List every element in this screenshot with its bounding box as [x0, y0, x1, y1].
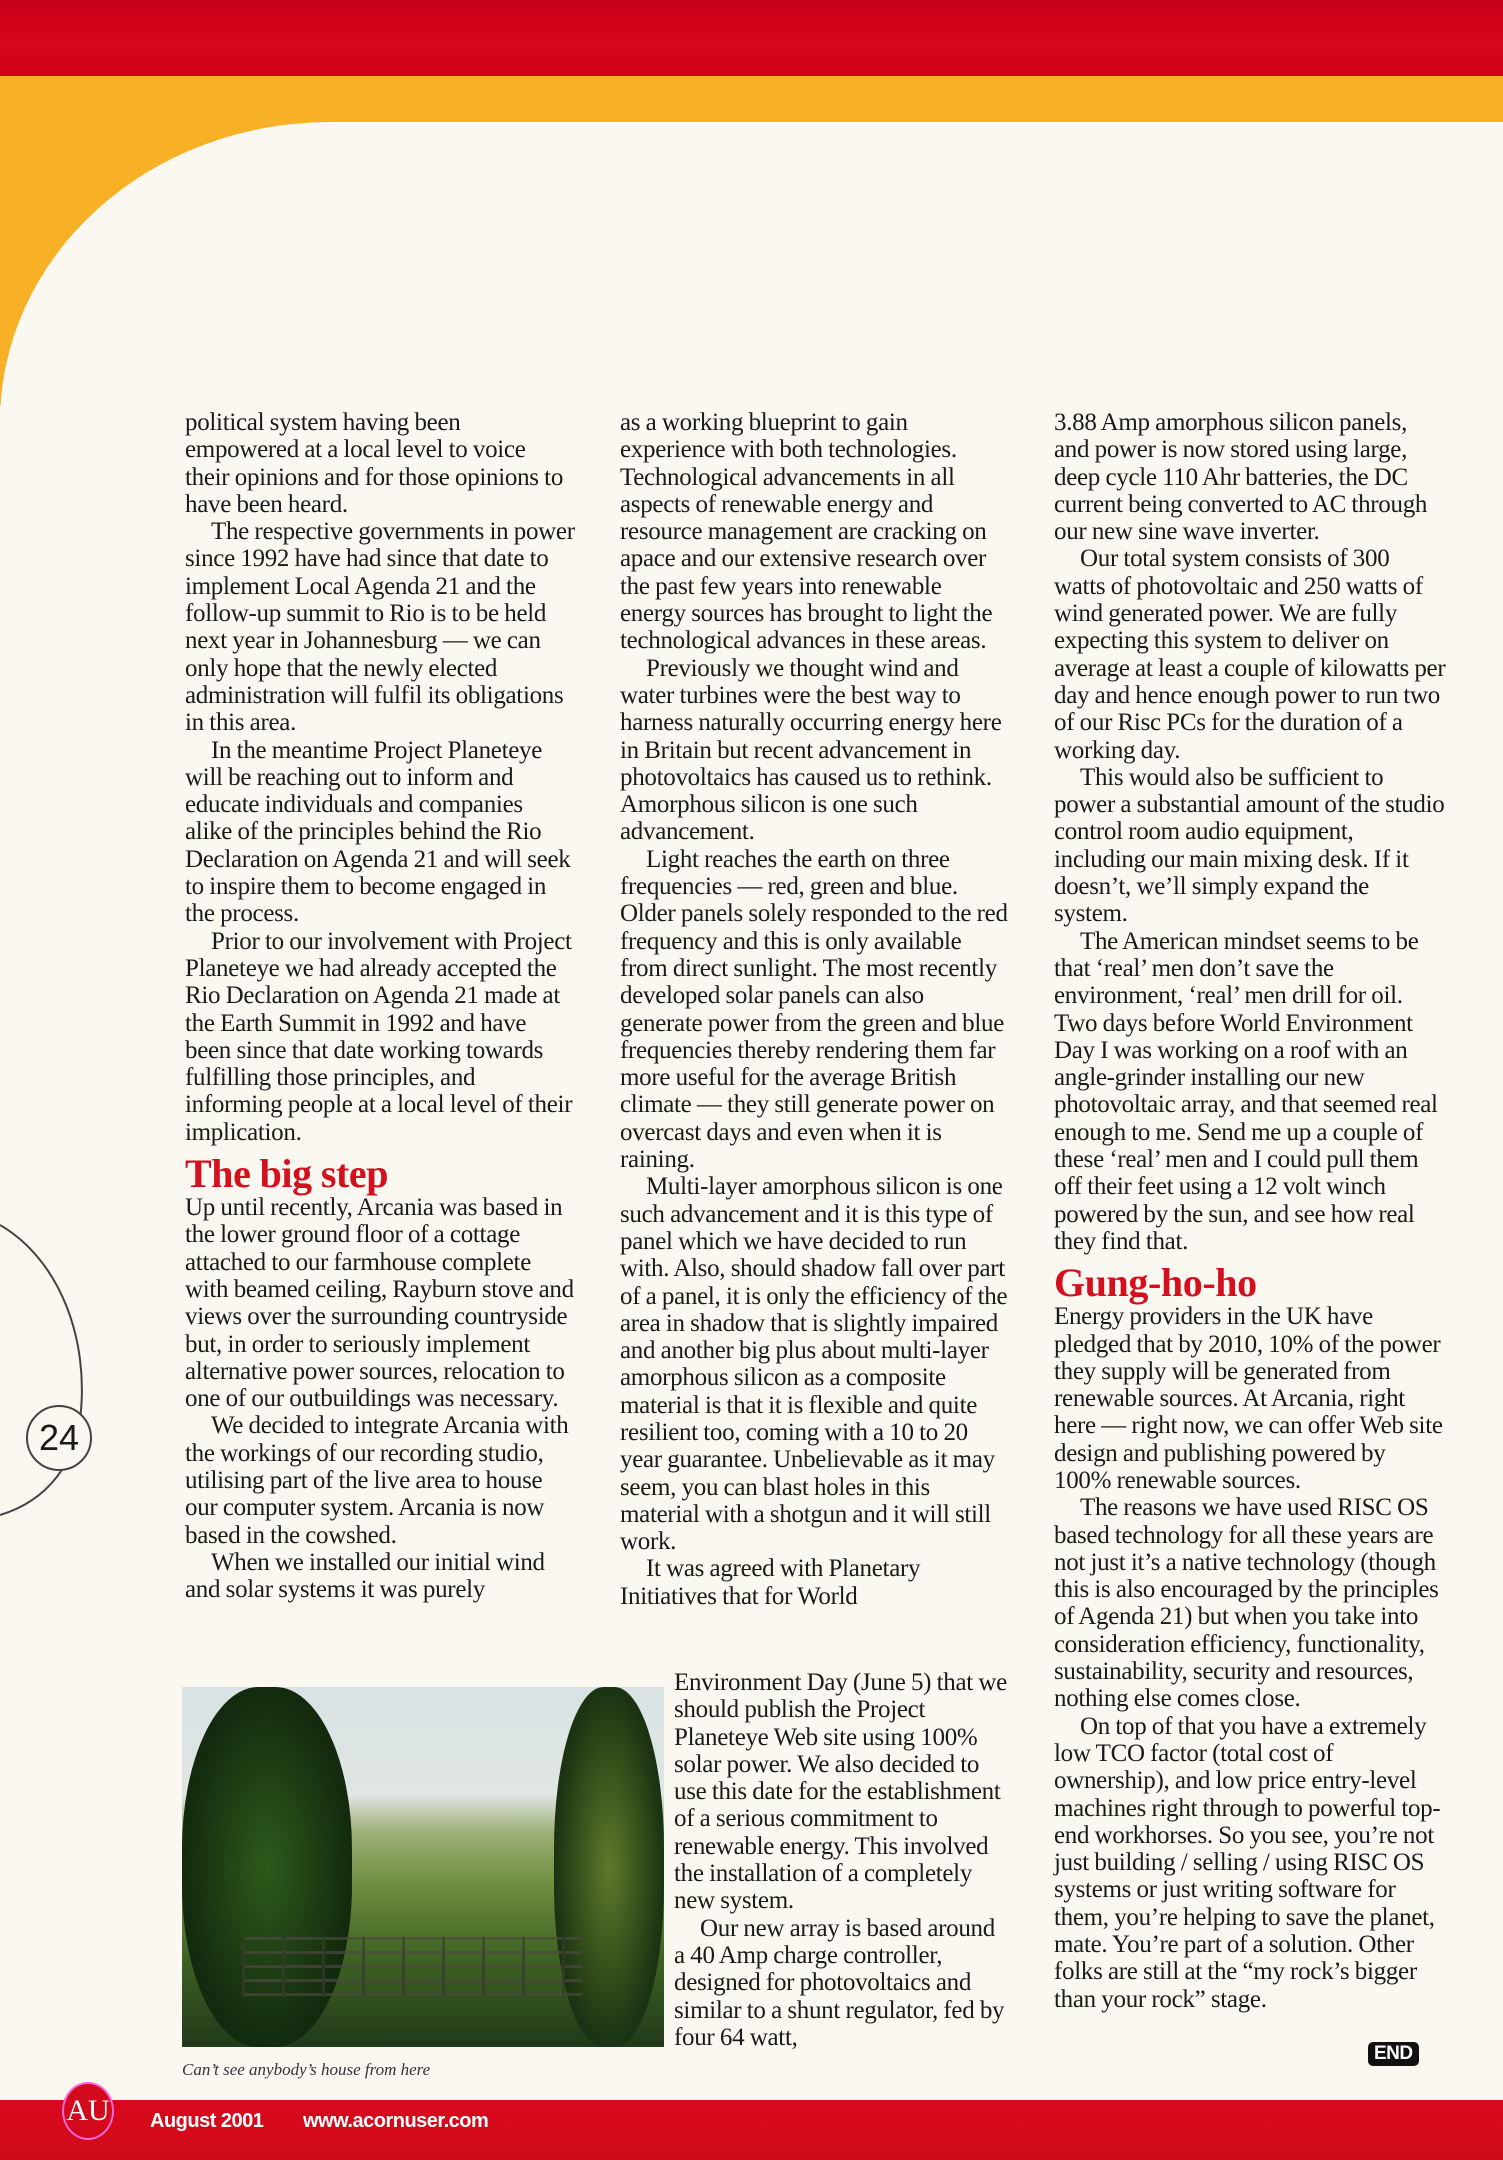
- end-badge: END: [1368, 2042, 1419, 2066]
- paragraph: On top of that you have a extremely low TCO factor (total cost of ownership), and low price entry-level machines right through to powerful top-end workhorses. So you see, you’re not just building / selling / using RISC OS systems or just writing software for them, you’re helping to save the planet, mate. You’re part of a solution. Other folks are still at the “my rock’s bigger than your rock” stage.: [1054, 1712, 1441, 2013]
- paragraph: Energy providers in the UK have pledged that by 2010, 10% of the power they supply will be generated from renewable sources. At Arcania, right here — right now, we can offer Web site design and publishing powered by 100% renewable sources.: [1054, 1303, 1443, 1494]
- paragraph: Our new array is based around a 40 Amp charge controller, designed for photovoltaics and similar to a shunt regulator, fed by four 64 watt,: [674, 1914, 1005, 2051]
- paragraph: The reasons we have used RISC OS based technology for all these years are not just it’s a native technology (though this is also encouraged by the principles of Agenda 21) but when you take into consideration efficiency, functionality, sustainability, security and resources, nothing else comes close.: [1054, 1494, 1439, 1713]
- website-url[interactable]: www.acornuser.com: [303, 2110, 489, 2132]
- paragraph: Environment Day (June 5) that we should publish the Project Planeteye Web site using 100% solar power. We also decided to use this date for the establishment of a serious commitment to renewable energy. This involved the installation of a completely new system.: [674, 1669, 1007, 1915]
- paragraph: 3.88 Amp amorphous silicon panels, and power is now stored using large, deep cycle 110 Ahr batteries, the DC current being converted to AC through our new sine wave inverter.: [1054, 409, 1428, 546]
- paragraph: Up until recently, Arcania was based in the lower ground floor of a cottage attached to our farmhouse complete with beamed ceiling, Rayburn stove and views over the surrounding countryside but, in order to seriously implement alternative power sources, relocation to one of our outbuildings was necessary.: [185, 1194, 574, 1413]
- countryside-photo: [182, 1687, 664, 2047]
- section-heading: Gung-ho-ho: [1054, 1260, 1257, 1306]
- paragraph: In the meantime Project Planeteye will be reaching out to inform and educate individuals and companies alike of the principles behind the Rio Declaration on Agenda 21 and will seek to inspire them to become engaged in the process.: [185, 736, 571, 928]
- farm-gate: [242, 1937, 582, 1997]
- article-column-3: [1054, 409, 1446, 2013]
- paragraph: We decided to integrate Arcania with the workings of our recording studio, utilising part of the live area to house our computer system. Arcania is now based in the cowshed.: [185, 1412, 569, 1549]
- paragraph: The American mindset seems to be that ‘real’ men don’t save the environment, ‘real’ men drill for oil. Two days before World Environment Day I was working on a roof with an angle-grinder installing our new photovoltaic array, and that seemed real enough to me. Send me up a couple of these ‘real’ men and I could pull them off their feet using a 12 volt winch powered by the sun, and see how real they find that.: [1054, 927, 1438, 1255]
- page-number: 24: [26, 1405, 92, 1471]
- paragraph: It was agreed with Planetary Initiatives that for World: [620, 1555, 921, 1610]
- paragraph: The respective governments in power since 1992 have had since that date to implement Local Agenda 21 and the follow-up summit to Rio is to be held next year in Johannesburg — we can only hope that the newly elected administration will fulfil its obligations in this area.: [185, 518, 575, 737]
- paragraph: political system having been empowered at a local level to voice their opinions and for those opinions to have been heard.: [185, 409, 564, 518]
- paragraph: Our total system consists of 300 watts of photovoltaic and 250 watts of wind generated power. We are fully expecting this system to deliver on average at least a couple of kilowatts per day and hence enough power to run two of our Risc PCs for the duration of a working day.: [1054, 545, 1446, 764]
- top-red-band: [0, 0, 1503, 76]
- paragraph: This would also be sufficient to power a substantial amount of the studio control room audio equipment, including our main mixing desk. If it doesn’t, we’ll simply expand the system.: [1054, 763, 1445, 928]
- paragraph: When we installed our initial wind and solar systems it was purely: [185, 1548, 545, 1604]
- photo-caption: Can’t see anybody’s house from here: [182, 2060, 431, 2079]
- section-heading: The big step: [185, 1151, 389, 1197]
- acorn-user-logo: AU: [62, 2082, 114, 2140]
- paragraph: Previously we thought wind and water turbines were the best way to harness naturally occurring energy here in Britain but recent advancement in photovoltaics has caused us to rethink. Amorphous silicon is one such advancement.: [620, 654, 1002, 846]
- article-column-2: [620, 409, 1010, 1610]
- paragraph: Light reaches the earth on three frequencies — red, green and blue. Older panels solely responded to the red frequency and this is only available from direct sunlight. The most recently developed solar panels can also generate power from the green and blue frequencies thereby rendering them far more useful for the average British climate — they still generate power on overcast days and even when it is raining.: [620, 845, 1008, 1174]
- paragraph: as a working blueprint to gain experience with both technologies. Technological advancements in all aspects of renewable energy and resource management are cracking on apace and our extensive research over the past few years into renewable energy sources has brought to light the technological advances in these areas.: [620, 409, 993, 655]
- article-column-1: [185, 409, 575, 1603]
- issue-date: August 2001: [150, 2110, 264, 2132]
- article-column-2-beside-photo: [674, 1669, 1010, 2051]
- paragraph: Multi-layer amorphous silicon is one such advancement and it is this type of panel which we have decided to run with. Also, should shadow fall over part of a panel, it is only the efficiency of the area in shadow that is slightly impaired and another big plus about multi-layer amorphous silicon as a composite material is that it is flexible and quite resilient too, coming with a 10 to 20 year guarantee. Unbelievable as it may seem, you can blast holes in this material with a shotgun and it will still work.: [620, 1173, 1008, 1556]
- paragraph: Prior to our involvement with Project Planeteye we had already accepted the Rio Declaration on Agenda 21 made at the Earth Summit in 1992 and have been since that date working towards fulfilling those principles, and informing people at a local level of their implication.: [185, 927, 573, 1146]
- page-number-arc: [0, 1220, 90, 1520]
